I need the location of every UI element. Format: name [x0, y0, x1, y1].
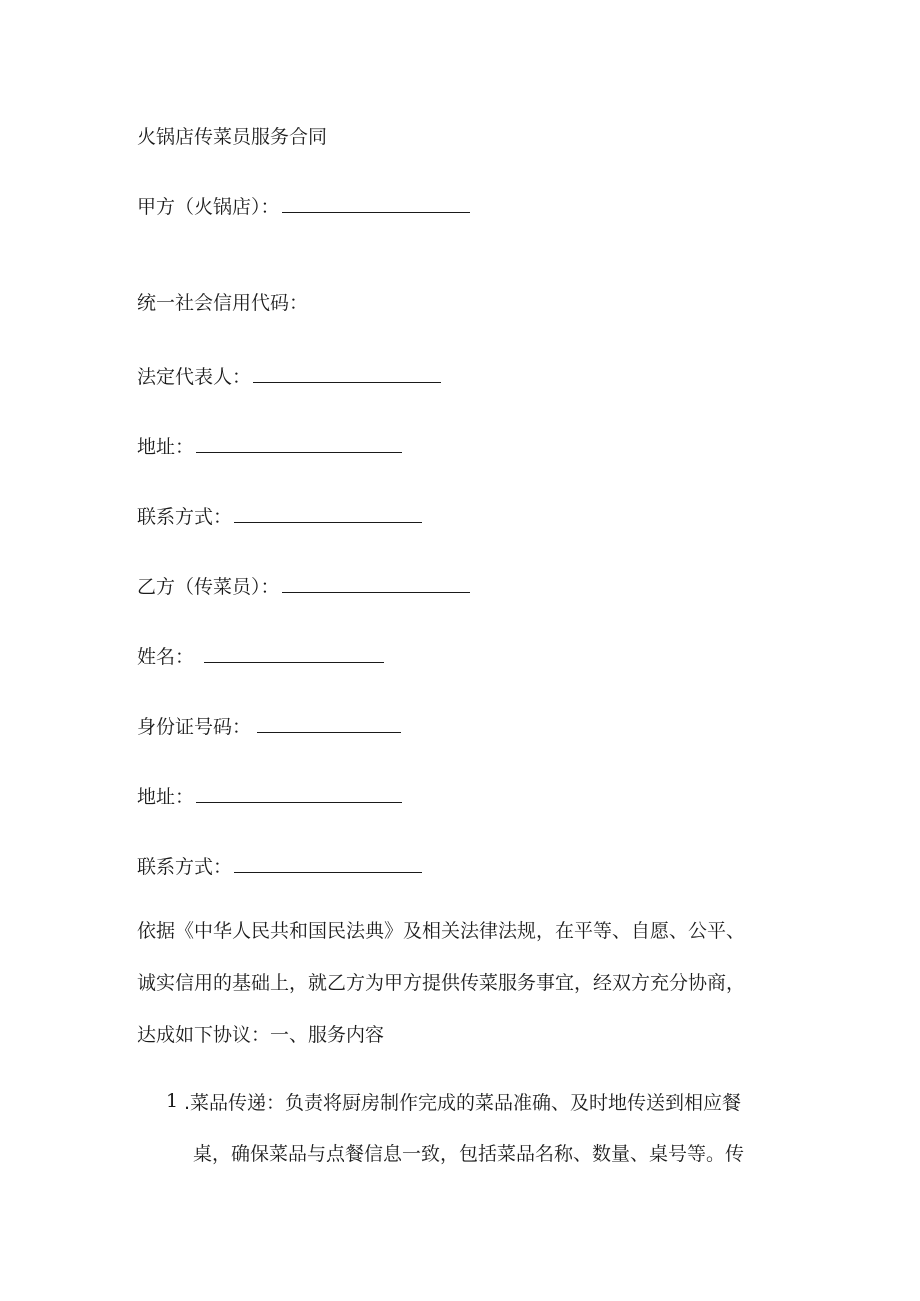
party-a-contact-blank [234, 504, 422, 523]
legal-rep-row [137, 364, 441, 390]
credit-code-label: 统一社会信用代码： [137, 292, 309, 314]
party-a-address-row [137, 434, 402, 460]
party-b-address-blank [196, 784, 402, 803]
party-b-label: 乙方（传菜员）： [137, 576, 280, 598]
name-row [137, 644, 384, 670]
credit-code-row [137, 290, 308, 316]
party-a-contact-label: 联系方式： [137, 506, 233, 528]
party-a-address-blank [196, 434, 402, 453]
party-b-contact-row [137, 854, 422, 880]
legal-rep-blank [253, 364, 441, 383]
party-a-label: 甲方（火锅店）： [137, 196, 280, 218]
name-label: 姓名： [137, 646, 195, 668]
party-b-address-label: 地址： [137, 786, 195, 808]
party-a-blank [282, 194, 470, 213]
clause-1-line-1: .菜品传递：负责将厨房制作完成的菜品准确、及时地传送到相应餐 [184, 1092, 742, 1114]
preamble-line-2: 诚实信用的基础上，就乙方为甲方提供传菜服务事宜，经双方充分协商， [137, 972, 746, 994]
name-blank [204, 644, 384, 663]
id-label: 身份证号码： [137, 716, 252, 738]
preamble-line-1: 依据《中华人民共和国民法典》及相关法律法规，在平等、自愿、公平、 [137, 920, 746, 942]
party-b-contact-blank [234, 854, 422, 873]
party-a-address-label: 地址： [137, 436, 195, 458]
clause-1-number: 1 [166, 1090, 179, 1112]
id-blank [257, 714, 401, 733]
clause-1-line-2: 桌，确保菜品与点餐信息一致，包括菜品名称、数量、桌号等。传 [193, 1143, 745, 1165]
legal-rep-label: 法定代表人： [137, 366, 252, 388]
contract-title [137, 124, 327, 150]
party-a-contact-row [137, 504, 422, 530]
id-row [137, 714, 401, 740]
party-b-address-row [137, 784, 402, 810]
party-a-row [137, 194, 470, 220]
party-b-contact-label: 联系方式： [137, 856, 233, 878]
preamble-line-3: 达成如下协议：一、服务内容 [137, 1024, 385, 1046]
party-b-row [137, 574, 470, 600]
title-text: 火锅店传菜员服务合同 [137, 126, 328, 148]
party-b-blank [282, 574, 470, 593]
